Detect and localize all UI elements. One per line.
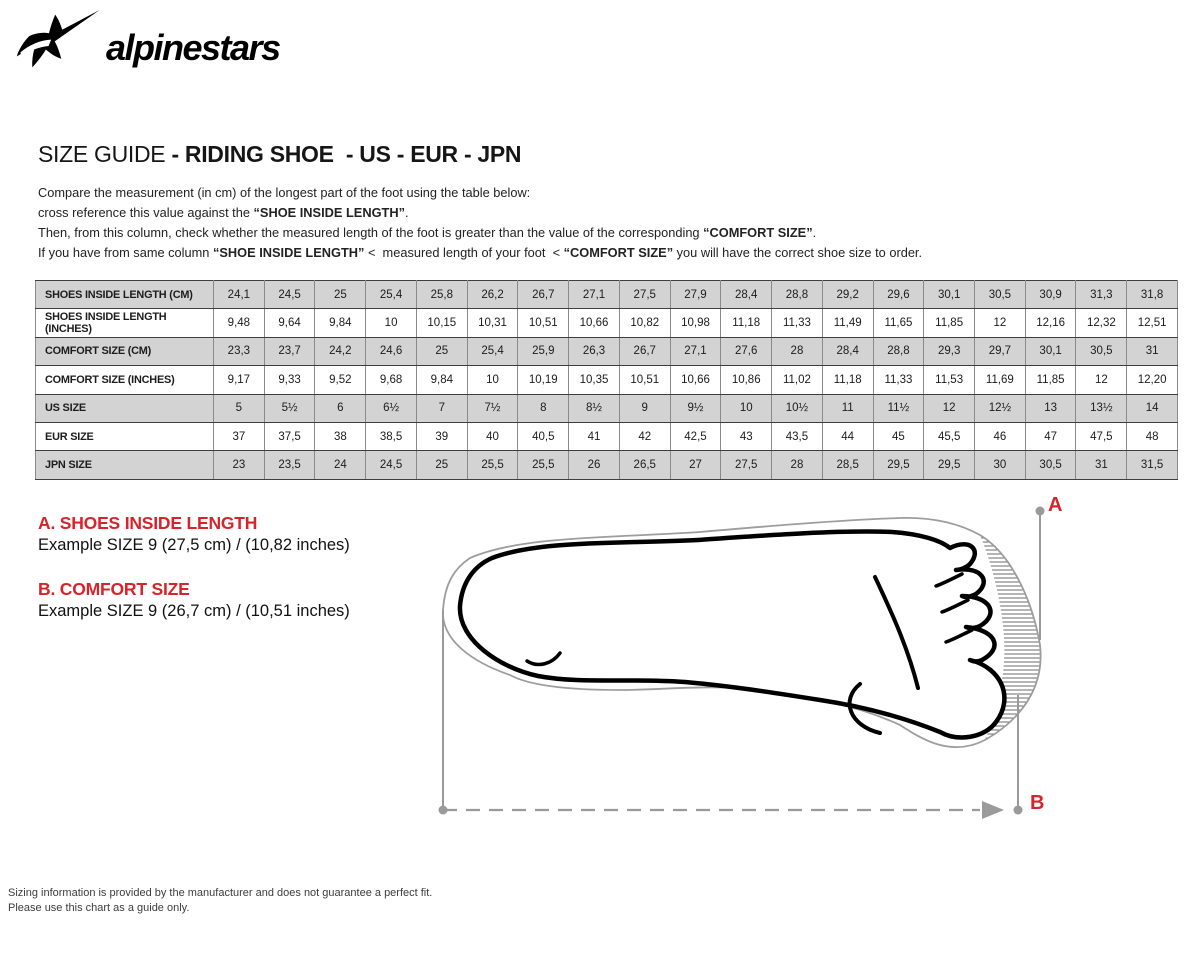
- size-cell: 12: [924, 394, 975, 422]
- size-cell: 11,65: [873, 309, 924, 337]
- size-cell: 10½: [772, 394, 823, 422]
- size-cell: 31,3: [1076, 281, 1127, 309]
- size-cell: 26,3: [569, 337, 620, 365]
- size-cell: 39: [416, 422, 467, 450]
- measure-dot-left: [439, 806, 448, 815]
- size-cell: 42,5: [670, 422, 721, 450]
- legend-a-example: Example SIZE 9 (27,5 cm) / (10,82 inches): [38, 536, 350, 554]
- size-cell: 27,1: [569, 281, 620, 309]
- size-cell: 12½: [975, 394, 1026, 422]
- size-cell: 10: [721, 394, 772, 422]
- marker-a-label: A: [1048, 494, 1063, 516]
- size-cell: 29,3: [924, 337, 975, 365]
- size-cell: 10: [366, 309, 417, 337]
- size-cell: 29,2: [822, 281, 873, 309]
- logo-wordmark: alpinestars: [106, 27, 280, 68]
- size-cell: 40,5: [518, 422, 569, 450]
- size-cell: 11,53: [924, 366, 975, 394]
- size-cell: 10,19: [518, 366, 569, 394]
- size-cell: 28,5: [822, 451, 873, 479]
- size-cell: 11,69: [975, 366, 1026, 394]
- instruction-text: you will have the correct shoe size to order.: [673, 245, 923, 260]
- size-cell: 43,5: [772, 422, 823, 450]
- size-cell: 9½: [670, 394, 721, 422]
- size-cell: 11,85: [924, 309, 975, 337]
- size-cell: 41: [569, 422, 620, 450]
- foot-measurement-diagram: [430, 488, 1090, 833]
- size-cell: 28,8: [772, 281, 823, 309]
- instruction-line: [38, 223, 1178, 243]
- table-row: [36, 309, 1178, 337]
- size-cell: 37,5: [264, 422, 315, 450]
- size-cell: 46: [975, 422, 1026, 450]
- size-cell: 45,5: [924, 422, 975, 450]
- instruction-text: Then, from this column, check whether the measured length of the foot is greater than the value of the corresponding: [38, 225, 704, 240]
- size-cell: 12,51: [1127, 309, 1178, 337]
- legend-b-example: Example SIZE 9 (26,7 cm) / (10,51 inches): [38, 602, 350, 620]
- size-cell: 24,6: [366, 337, 417, 365]
- alpinestars-logo: [14, 6, 334, 78]
- size-cell: 28,4: [822, 337, 873, 365]
- size-cell: 10,31: [467, 309, 518, 337]
- row-label: EUR SIZE: [36, 422, 214, 450]
- legend-b-title: B. COMFORT SIZE: [38, 579, 190, 599]
- table-row: [36, 422, 1178, 450]
- instruction-line: [38, 243, 1178, 263]
- table-row: [36, 366, 1178, 394]
- size-cell: 12: [975, 309, 1026, 337]
- footer-line-1: Sizing information is provided by the manufacturer and does not guarantee a perfect fit.: [8, 887, 433, 899]
- size-cell: 28,4: [721, 281, 772, 309]
- size-cell: 45: [873, 422, 924, 450]
- size-cell: 31,8: [1127, 281, 1178, 309]
- table-row: [36, 394, 1178, 422]
- instruction-text: .: [812, 225, 817, 240]
- size-cell: 11,18: [721, 309, 772, 337]
- size-cell: 27,9: [670, 281, 721, 309]
- instruction-line: [38, 203, 1178, 223]
- size-cell: 47: [1025, 422, 1076, 450]
- footer-line-2: Please use this chart as a guide only.: [8, 902, 190, 914]
- measure-dot-b: [1014, 806, 1023, 815]
- size-cell: 38,5: [366, 422, 417, 450]
- marker-b-label: B: [1030, 792, 1045, 814]
- measure-dot-a: [1036, 507, 1045, 516]
- size-cell: 27,6: [721, 337, 772, 365]
- size-table: [35, 280, 1178, 480]
- size-cell: 29,5: [924, 451, 975, 479]
- size-cell: 28,8: [873, 337, 924, 365]
- size-cell: 12,20: [1127, 366, 1178, 394]
- size-cell: 12,16: [1025, 309, 1076, 337]
- size-cell: 24,5: [264, 281, 315, 309]
- instruction-text: .: [404, 205, 409, 220]
- size-cell: 11,85: [1025, 366, 1076, 394]
- size-cell: 24: [315, 451, 366, 479]
- size-cell: 7: [416, 394, 467, 422]
- size-cell: 10,66: [569, 309, 620, 337]
- size-cell: 28: [772, 451, 823, 479]
- size-cell: 30,5: [1076, 337, 1127, 365]
- row-label: COMFORT SIZE (INCHES): [36, 366, 214, 394]
- instructions: [38, 183, 1178, 263]
- foot-outline: [460, 532, 1004, 738]
- size-cell: 11,02: [772, 366, 823, 394]
- size-cell: 25,5: [467, 451, 518, 479]
- size-cell: 8½: [569, 394, 620, 422]
- size-cell: 10,35: [569, 366, 620, 394]
- arrowhead-icon: [982, 801, 1004, 819]
- size-cell: 47,5: [1076, 422, 1127, 450]
- size-cell: 31,5: [1127, 451, 1178, 479]
- size-cell: 28: [772, 337, 823, 365]
- size-cell: 9,17: [214, 366, 265, 394]
- size-cell: 30,5: [975, 281, 1026, 309]
- size-cell: 40: [467, 422, 518, 450]
- row-label: US SIZE: [36, 394, 214, 422]
- size-cell: 30,5: [1025, 451, 1076, 479]
- size-cell: 11,33: [873, 366, 924, 394]
- size-cell: 9,84: [416, 366, 467, 394]
- row-label: SHOES INSIDE LENGTH (INCHES): [36, 309, 214, 337]
- size-cell: 13½: [1076, 394, 1127, 422]
- size-cell: 25,9: [518, 337, 569, 365]
- size-cell: 24,1: [214, 281, 265, 309]
- page-title-bold: - RIDING SHOE - US - EUR - JPN: [171, 141, 522, 167]
- size-cell: 48: [1127, 422, 1178, 450]
- size-cell: 11: [822, 394, 873, 422]
- size-cell: 9,68: [366, 366, 417, 394]
- size-cell: 5: [214, 394, 265, 422]
- size-cell: 29,6: [873, 281, 924, 309]
- size-cell: 26,7: [518, 281, 569, 309]
- size-cell: 9,64: [264, 309, 315, 337]
- size-cell: 10,66: [670, 366, 721, 394]
- size-cell: 31: [1127, 337, 1178, 365]
- size-cell: 43: [721, 422, 772, 450]
- size-cell: 9,33: [264, 366, 315, 394]
- size-cell: 10,15: [416, 309, 467, 337]
- instruction-text: Compare the measurement (in cm) of the longest part of the foot using the table below:: [38, 185, 531, 200]
- instruction-line: [38, 183, 1178, 203]
- table-row: [36, 337, 1178, 365]
- size-cell: 25,4: [366, 281, 417, 309]
- instruction-text-bold: “SHOE INSIDE LENGTH”: [253, 205, 405, 220]
- size-cell: 26,5: [619, 451, 670, 479]
- size-cell: 25: [315, 281, 366, 309]
- size-cell: 27,5: [721, 451, 772, 479]
- instruction-text: < measured length of your foot <: [364, 245, 564, 260]
- size-cell: 27: [670, 451, 721, 479]
- size-cell: 10,82: [619, 309, 670, 337]
- size-cell: 30,9: [1025, 281, 1076, 309]
- size-cell: 6: [315, 394, 366, 422]
- size-cell: 9,84: [315, 309, 366, 337]
- size-cell: 30: [975, 451, 1026, 479]
- size-cell: 12,32: [1076, 309, 1127, 337]
- size-cell: 26: [569, 451, 620, 479]
- size-cell: 10,51: [619, 366, 670, 394]
- size-cell: 11,18: [822, 366, 873, 394]
- size-cell: 24,2: [315, 337, 366, 365]
- size-cell: 31: [1076, 451, 1127, 479]
- alpinestars-star-icon: [17, 10, 100, 67]
- size-table-container: [35, 280, 1178, 480]
- size-cell: 30,1: [924, 281, 975, 309]
- row-label: JPN SIZE: [36, 451, 214, 479]
- row-label: COMFORT SIZE (CM): [36, 337, 214, 365]
- size-cell: 7½: [467, 394, 518, 422]
- size-cell: 14: [1127, 394, 1178, 422]
- instruction-text-bold: “COMFORT SIZE”: [563, 245, 674, 260]
- size-cell: 10: [467, 366, 518, 394]
- size-cell: 29,5: [873, 451, 924, 479]
- size-cell: 12: [1076, 366, 1127, 394]
- size-cell: 11½: [873, 394, 924, 422]
- size-cell: 23: [214, 451, 265, 479]
- size-cell: 11,33: [772, 309, 823, 337]
- size-cell: 8: [518, 394, 569, 422]
- table-row: [36, 451, 1178, 479]
- size-cell: 30,1: [1025, 337, 1076, 365]
- size-table-body: [36, 281, 1178, 480]
- instruction-text: If you have from same column: [38, 245, 213, 260]
- size-cell: 24,5: [366, 451, 417, 479]
- size-cell: 5½: [264, 394, 315, 422]
- size-cell: 9,48: [214, 309, 265, 337]
- size-cell: 42: [619, 422, 670, 450]
- size-cell: 25,8: [416, 281, 467, 309]
- table-row: [36, 281, 1178, 309]
- size-cell: 38: [315, 422, 366, 450]
- page-title: [38, 141, 521, 168]
- instruction-text-bold: “SHOE INSIDE LENGTH”: [212, 245, 365, 260]
- size-cell: 9,52: [315, 366, 366, 394]
- size-cell: 25: [416, 451, 467, 479]
- size-cell: 44: [822, 422, 873, 450]
- row-label: SHOES INSIDE LENGTH (CM): [36, 281, 214, 309]
- size-cell: 25,4: [467, 337, 518, 365]
- size-cell: 26,7: [619, 337, 670, 365]
- instruction-text-bold: “COMFORT SIZE”: [703, 225, 813, 240]
- page-title-light: SIZE GUIDE: [38, 141, 172, 167]
- size-cell: 13: [1025, 394, 1076, 422]
- size-cell: 23,7: [264, 337, 315, 365]
- size-cell: 26,2: [467, 281, 518, 309]
- size-cell: 10,51: [518, 309, 569, 337]
- legend-a-title: A. SHOES INSIDE LENGTH: [38, 513, 258, 533]
- size-cell: 10,98: [670, 309, 721, 337]
- footer-disclaimer: [8, 886, 432, 916]
- size-cell: 27,5: [619, 281, 670, 309]
- size-cell: 23,3: [214, 337, 265, 365]
- size-cell: 37: [214, 422, 265, 450]
- size-cell: 10,86: [721, 366, 772, 394]
- instruction-text: cross reference this value against the: [38, 205, 254, 220]
- size-cell: 27,1: [670, 337, 721, 365]
- size-cell: 29,7: [975, 337, 1026, 365]
- size-cell: 23,5: [264, 451, 315, 479]
- size-cell: 11,49: [822, 309, 873, 337]
- size-cell: 9: [619, 394, 670, 422]
- size-cell: 6½: [366, 394, 417, 422]
- size-cell: 25: [416, 337, 467, 365]
- size-cell: 25,5: [518, 451, 569, 479]
